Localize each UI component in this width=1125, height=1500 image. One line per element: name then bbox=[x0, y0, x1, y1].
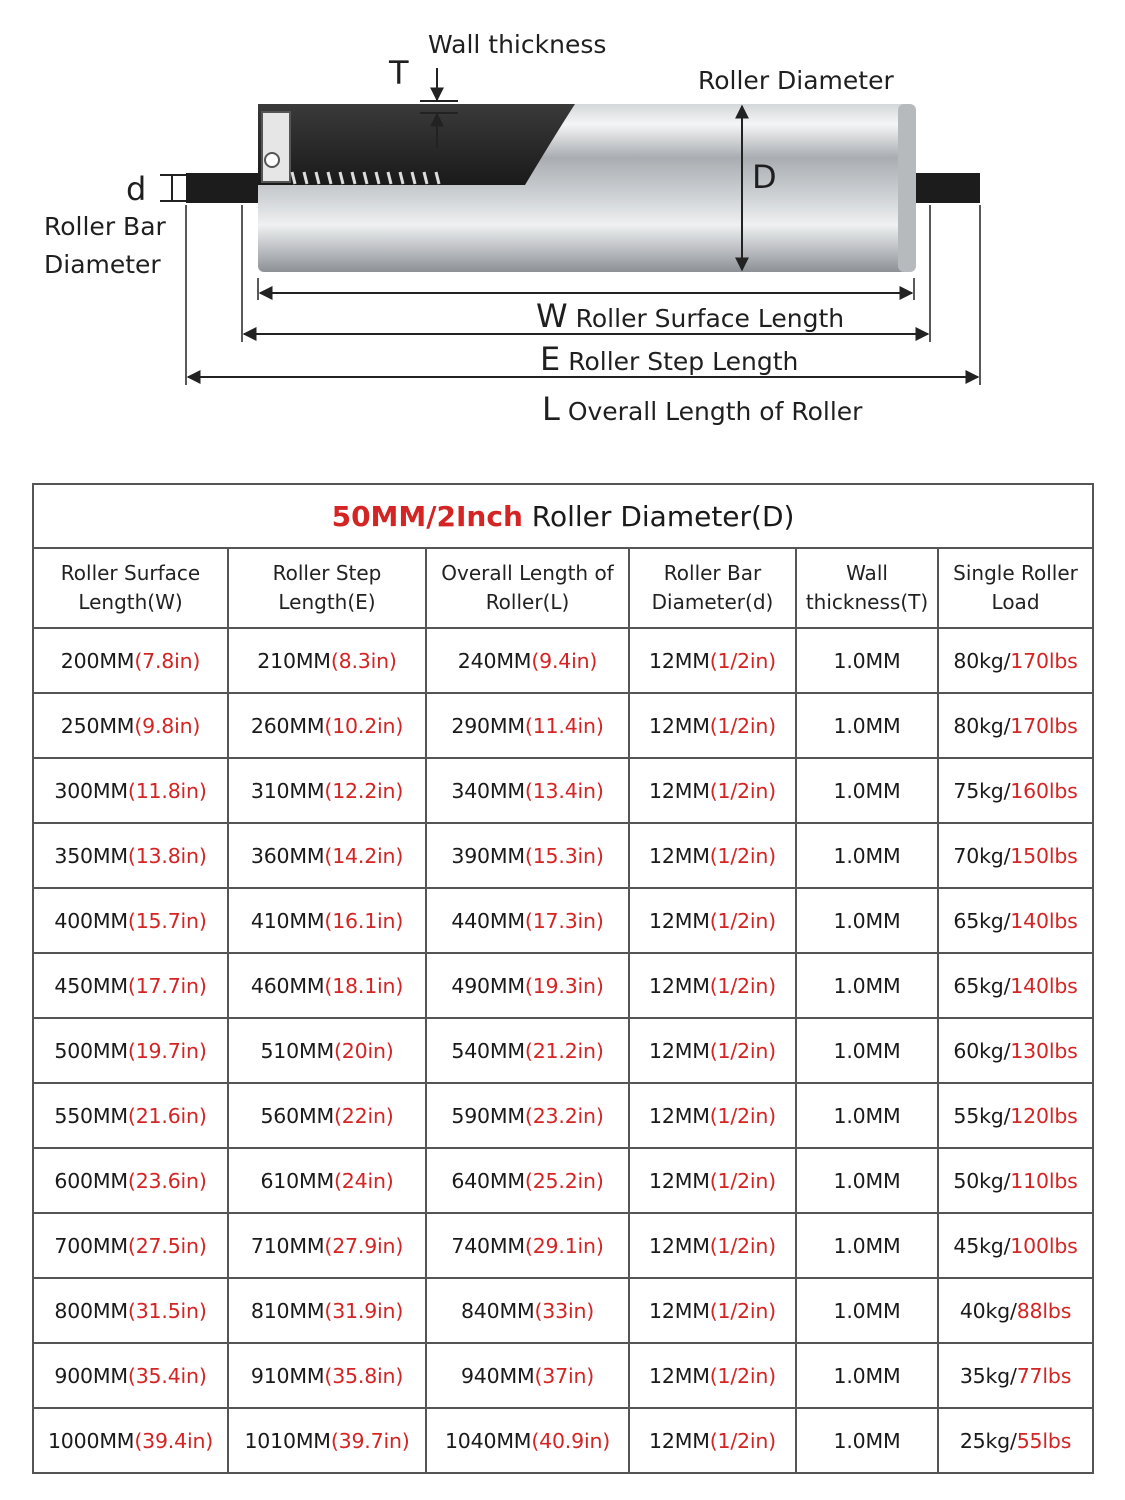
table-row bbox=[33, 1018, 1093, 1083]
cell-imperial-value: (16.1in) bbox=[324, 908, 404, 933]
cell-value: 1.0MM bbox=[833, 1363, 901, 1388]
cell-value: 540MM bbox=[451, 1038, 525, 1063]
cell-roller-load bbox=[938, 628, 1093, 693]
cell-value: 12MM bbox=[649, 1168, 710, 1193]
cell-bar-diameter bbox=[629, 1083, 796, 1148]
cell-value: 590MM bbox=[451, 1103, 525, 1128]
cell-imperial-value: 120lbs bbox=[1010, 1103, 1078, 1128]
cell-imperial-value: (20in) bbox=[333, 1038, 394, 1063]
cell-imperial-value: (37in) bbox=[534, 1363, 595, 1388]
cell-value: 65kg/ bbox=[953, 973, 1011, 998]
cell-roller-load bbox=[938, 1083, 1093, 1148]
cell-step-length bbox=[228, 1018, 426, 1083]
cell-surface-length bbox=[33, 823, 228, 888]
cell-value: 1.0MM bbox=[833, 778, 901, 803]
l-letter: L bbox=[542, 390, 560, 428]
e-letter: E bbox=[540, 340, 561, 378]
cell-value: 12MM bbox=[649, 1428, 710, 1453]
cell-step-length bbox=[228, 888, 426, 953]
cell-bar-diameter bbox=[629, 1343, 796, 1408]
roller-diagram bbox=[0, 0, 1125, 460]
table-row bbox=[33, 888, 1093, 953]
cell-imperial-value: (9.4in) bbox=[531, 648, 598, 673]
cell-value: 1.0MM bbox=[833, 973, 901, 998]
cell-value: 260MM bbox=[250, 713, 325, 738]
cell-imperial-value: (15.7in) bbox=[127, 908, 207, 933]
cell-overall-length bbox=[426, 758, 629, 823]
roller-diameter-label: Roller Diameter bbox=[698, 66, 894, 95]
cell-imperial-value: (22in) bbox=[333, 1103, 394, 1128]
header-line: Roller Bar bbox=[663, 561, 762, 585]
cell-imperial-value: (19.7in) bbox=[127, 1038, 207, 1063]
header-line: Overall Length of bbox=[441, 561, 614, 585]
cell-surface-length bbox=[33, 758, 228, 823]
w-label: Roller Surface Length bbox=[575, 304, 845, 333]
w-letter: W bbox=[536, 297, 568, 335]
cell-overall-length bbox=[426, 1018, 629, 1083]
cell-value: 300MM bbox=[54, 778, 128, 803]
cell-step-length bbox=[228, 1278, 426, 1343]
cell-value: 710MM bbox=[250, 1233, 325, 1258]
table-title bbox=[33, 484, 1093, 548]
header-wall-thickness bbox=[796, 548, 938, 628]
cell-value: 1040MM bbox=[444, 1428, 532, 1453]
cell-imperial-value: (1/2in) bbox=[709, 1103, 776, 1128]
cell-imperial-value: (1/2in) bbox=[709, 778, 776, 803]
cell-bar-diameter bbox=[629, 953, 796, 1018]
cell-value: 50kg/ bbox=[953, 1168, 1011, 1193]
cell-wall-thickness bbox=[796, 1213, 938, 1278]
cell-overall-length bbox=[426, 693, 629, 758]
roller-bar-label-line1: Roller Bar bbox=[44, 212, 166, 241]
table-row bbox=[33, 1213, 1093, 1278]
cell-imperial-value: (23.2in) bbox=[524, 1103, 604, 1128]
cell-value: 1.0MM bbox=[833, 1298, 901, 1323]
cell-step-length bbox=[228, 953, 426, 1018]
table-row bbox=[33, 628, 1093, 693]
cell-imperial-value: (40.9in) bbox=[531, 1428, 611, 1453]
cell-surface-length bbox=[33, 1278, 228, 1343]
cell-surface-length bbox=[33, 1343, 228, 1408]
cell-imperial-value: (35.4in) bbox=[127, 1363, 207, 1388]
cell-value: 80kg/ bbox=[953, 648, 1011, 673]
cell-value: 25kg/ bbox=[959, 1428, 1017, 1453]
cell-imperial-value: (1/2in) bbox=[709, 1168, 776, 1193]
cell-value: 800MM bbox=[54, 1298, 128, 1323]
cell-imperial-value: (1/2in) bbox=[709, 843, 776, 868]
cell-value: 45kg/ bbox=[953, 1233, 1011, 1258]
cell-value: 840MM bbox=[460, 1298, 535, 1323]
cell-value: 240MM bbox=[457, 648, 532, 673]
cell-imperial-value: (21.6in) bbox=[127, 1103, 207, 1128]
cell-value: 940MM bbox=[460, 1363, 535, 1388]
table-row bbox=[33, 758, 1093, 823]
cell-roller-load bbox=[938, 693, 1093, 758]
header-line: Length(E) bbox=[278, 590, 376, 614]
cell-imperial-value: (39.4in) bbox=[134, 1428, 214, 1453]
cell-bar-diameter bbox=[629, 758, 796, 823]
cell-surface-length bbox=[33, 1408, 228, 1473]
cell-step-length bbox=[228, 628, 426, 693]
table-row bbox=[33, 1343, 1093, 1408]
cell-imperial-value: (10.2in) bbox=[324, 713, 404, 738]
cell-imperial-value: (17.7in) bbox=[127, 973, 207, 998]
cell-value: 12MM bbox=[649, 713, 710, 738]
cell-value: 1000MM bbox=[47, 1428, 135, 1453]
cell-surface-length bbox=[33, 693, 228, 758]
table-row bbox=[33, 953, 1093, 1018]
cell-overall-length bbox=[426, 823, 629, 888]
cell-wall-thickness bbox=[796, 1148, 938, 1213]
cell-value: 12MM bbox=[649, 1233, 710, 1258]
cell-value: 460MM bbox=[250, 973, 325, 998]
cell-value: 210MM bbox=[257, 648, 331, 673]
cell-value: 12MM bbox=[649, 778, 710, 803]
cell-value: 12MM bbox=[649, 648, 710, 673]
cell-wall-thickness bbox=[796, 1408, 938, 1473]
cell-imperial-value: (1/2in) bbox=[709, 1428, 776, 1453]
cell-imperial-value: (31.9in) bbox=[324, 1298, 404, 1323]
cell-value: 250MM bbox=[60, 713, 135, 738]
cell-overall-length bbox=[426, 1408, 629, 1473]
cell-roller-load bbox=[938, 1408, 1093, 1473]
cell-imperial-value: (1/2in) bbox=[709, 1298, 776, 1323]
l-label: Overall Length of Roller bbox=[567, 397, 863, 426]
spec-table bbox=[32, 483, 1094, 1474]
cell-wall-thickness bbox=[796, 758, 938, 823]
cell-imperial-value: 140lbs bbox=[1010, 973, 1078, 998]
cell-imperial-value: 160lbs bbox=[1010, 778, 1078, 803]
cell-value: 610MM bbox=[260, 1168, 334, 1193]
cell-imperial-value: (33in) bbox=[534, 1298, 595, 1323]
cell-value: 65kg/ bbox=[953, 908, 1011, 933]
cell-imperial-value: 100lbs bbox=[1010, 1233, 1078, 1258]
cell-wall-thickness bbox=[796, 888, 938, 953]
cell-overall-length bbox=[426, 1083, 629, 1148]
cell-value: 400MM bbox=[54, 908, 128, 933]
cell-value: 80kg/ bbox=[953, 713, 1011, 738]
cell-imperial-value: (9.8in) bbox=[134, 713, 201, 738]
header-line: Length(W) bbox=[78, 590, 183, 614]
cell-value: 1.0MM bbox=[833, 1168, 901, 1193]
cell-imperial-value: (1/2in) bbox=[709, 1038, 776, 1063]
cell-roller-load bbox=[938, 888, 1093, 953]
cell-roller-load bbox=[938, 1148, 1093, 1213]
cell-overall-length bbox=[426, 1148, 629, 1213]
cell-imperial-value: (27.5in) bbox=[127, 1233, 207, 1258]
cell-imperial-value: (19.3in) bbox=[524, 973, 604, 998]
cell-imperial-value: 140lbs bbox=[1010, 908, 1078, 933]
cell-wall-thickness bbox=[796, 1083, 938, 1148]
cell-imperial-value: (15.3in) bbox=[524, 843, 604, 868]
cell-value: 500MM bbox=[54, 1038, 128, 1063]
header-row bbox=[33, 548, 1093, 628]
table-row bbox=[33, 1278, 1093, 1343]
cell-imperial-value: (11.4in) bbox=[524, 713, 604, 738]
cell-imperial-value: (25.2in) bbox=[524, 1168, 604, 1193]
cell-wall-thickness bbox=[796, 1278, 938, 1343]
cell-value: 12MM bbox=[649, 973, 710, 998]
cell-roller-load bbox=[938, 1343, 1093, 1408]
cell-value: 12MM bbox=[649, 843, 710, 868]
cell-bar-diameter bbox=[629, 1018, 796, 1083]
cell-surface-length bbox=[33, 1018, 228, 1083]
cell-value: 390MM bbox=[451, 843, 525, 868]
cell-roller-load bbox=[938, 1018, 1093, 1083]
cell-bar-diameter bbox=[629, 1213, 796, 1278]
table-row bbox=[33, 823, 1093, 888]
roller-bar-label-line2: Diameter bbox=[44, 250, 161, 279]
cell-value: 60kg/ bbox=[953, 1038, 1011, 1063]
cell-surface-length bbox=[33, 953, 228, 1018]
cell-value: 12MM bbox=[649, 1038, 710, 1063]
cell-bar-diameter bbox=[629, 1408, 796, 1473]
cell-imperial-value: (1/2in) bbox=[709, 908, 776, 933]
cell-imperial-value: (14.2in) bbox=[324, 843, 404, 868]
cell-value: 1.0MM bbox=[833, 1233, 901, 1258]
cell-value: 1010MM bbox=[244, 1428, 331, 1453]
t-letter: T bbox=[389, 54, 409, 92]
cell-step-length bbox=[228, 1408, 426, 1473]
cell-value: 450MM bbox=[54, 973, 128, 998]
cell-value: 55kg/ bbox=[953, 1103, 1011, 1128]
cell-imperial-value: 150lbs bbox=[1010, 843, 1078, 868]
table-row bbox=[33, 1148, 1093, 1213]
cell-imperial-value: 130lbs bbox=[1010, 1038, 1078, 1063]
cell-roller-load bbox=[938, 1278, 1093, 1343]
cell-step-length bbox=[228, 1083, 426, 1148]
cell-wall-thickness bbox=[796, 628, 938, 693]
header-line: Roller(L) bbox=[485, 590, 570, 614]
cell-imperial-value: 77lbs bbox=[1016, 1363, 1072, 1388]
e-dimension-label bbox=[540, 340, 798, 378]
cell-value: 290MM bbox=[451, 713, 525, 738]
cell-value: 1.0MM bbox=[833, 1038, 901, 1063]
cell-step-length bbox=[228, 1343, 426, 1408]
cell-imperial-value: (29.1in) bbox=[524, 1233, 604, 1258]
table-title-size: 50MM/2Inch bbox=[331, 499, 523, 533]
cell-imperial-value: (27.9in) bbox=[324, 1233, 404, 1258]
table-row bbox=[33, 1408, 1093, 1473]
cell-value: 70kg/ bbox=[953, 843, 1011, 868]
header-roller-load bbox=[938, 548, 1093, 628]
cell-imperial-value: (13.4in) bbox=[524, 778, 604, 803]
header-bar-diameter bbox=[629, 548, 796, 628]
cell-overall-length bbox=[426, 628, 629, 693]
header-line: Load bbox=[991, 590, 1040, 614]
cell-wall-thickness bbox=[796, 693, 938, 758]
cell-bar-diameter bbox=[629, 888, 796, 953]
cell-imperial-value: (7.8in) bbox=[134, 648, 201, 673]
cell-overall-length bbox=[426, 1278, 629, 1343]
cell-value: 700MM bbox=[54, 1233, 128, 1258]
cell-overall-length bbox=[426, 953, 629, 1018]
cell-imperial-value: 170lbs bbox=[1010, 713, 1078, 738]
cell-value: 1.0MM bbox=[833, 648, 901, 673]
header-line: Diameter(d) bbox=[651, 590, 774, 614]
cell-step-length bbox=[228, 823, 426, 888]
cell-imperial-value: (24in) bbox=[333, 1168, 394, 1193]
cell-value: 740MM bbox=[451, 1233, 525, 1258]
cell-value: 560MM bbox=[260, 1103, 334, 1128]
cell-value: 35kg/ bbox=[959, 1363, 1017, 1388]
cell-roller-load bbox=[938, 758, 1093, 823]
cell-bar-diameter bbox=[629, 628, 796, 693]
cell-imperial-value: (1/2in) bbox=[709, 648, 776, 673]
cell-imperial-value: (31.5in) bbox=[127, 1298, 207, 1323]
d-upper-letter: D bbox=[752, 158, 777, 196]
cell-imperial-value: 88lbs bbox=[1016, 1298, 1072, 1323]
w-dimension-label bbox=[536, 297, 844, 335]
cell-bar-diameter bbox=[629, 1148, 796, 1213]
header-surface-length bbox=[33, 548, 228, 628]
header-line: Wall bbox=[846, 561, 888, 585]
cell-bar-diameter bbox=[629, 823, 796, 888]
cell-step-length bbox=[228, 1148, 426, 1213]
cell-wall-thickness bbox=[796, 1343, 938, 1408]
cell-wall-thickness bbox=[796, 953, 938, 1018]
cell-value: 12MM bbox=[649, 1298, 710, 1323]
header-step-length bbox=[228, 548, 426, 628]
cell-wall-thickness bbox=[796, 823, 938, 888]
cell-surface-length bbox=[33, 1148, 228, 1213]
cell-value: 900MM bbox=[54, 1363, 128, 1388]
cell-surface-length bbox=[33, 1213, 228, 1278]
cell-value: 910MM bbox=[250, 1363, 325, 1388]
cell-imperial-value: (1/2in) bbox=[709, 1363, 776, 1388]
cell-imperial-value: (35.8in) bbox=[324, 1363, 404, 1388]
cell-value: 510MM bbox=[260, 1038, 334, 1063]
cell-imperial-value: (11.8in) bbox=[127, 778, 207, 803]
cell-step-length bbox=[228, 758, 426, 823]
cell-value: 640MM bbox=[451, 1168, 525, 1193]
cell-value: 310MM bbox=[250, 778, 325, 803]
wall-thickness-label: Wall thickness bbox=[428, 30, 607, 59]
l-dimension-label bbox=[542, 390, 862, 428]
cell-value: 550MM bbox=[54, 1103, 128, 1128]
cell-value: 340MM bbox=[451, 778, 525, 803]
cell-value: 1.0MM bbox=[833, 908, 901, 933]
cell-value: 40kg/ bbox=[959, 1298, 1017, 1323]
header-line: Single Roller bbox=[953, 561, 1078, 585]
table-title-text: Roller Diameter(D) bbox=[522, 499, 795, 533]
cell-bar-diameter bbox=[629, 693, 796, 758]
cell-value: 12MM bbox=[649, 1363, 710, 1388]
cell-step-length bbox=[228, 1213, 426, 1278]
cell-bar-diameter bbox=[629, 1278, 796, 1343]
cell-value: 1.0MM bbox=[833, 713, 901, 738]
cell-value: 1.0MM bbox=[833, 1428, 901, 1453]
cell-imperial-value: (39.7in) bbox=[330, 1428, 410, 1453]
cell-value: 350MM bbox=[54, 843, 128, 868]
cell-roller-load bbox=[938, 823, 1093, 888]
cell-imperial-value: (1/2in) bbox=[709, 1233, 776, 1258]
cell-imperial-value: (17.3in) bbox=[524, 908, 604, 933]
cell-imperial-value: 110lbs bbox=[1010, 1168, 1078, 1193]
cell-imperial-value: (23.6in) bbox=[127, 1168, 207, 1193]
cell-roller-load bbox=[938, 953, 1093, 1018]
cell-value: 1.0MM bbox=[833, 843, 901, 868]
cell-value: 12MM bbox=[649, 1103, 710, 1128]
d-lower-letter: d bbox=[126, 170, 147, 208]
cell-overall-length bbox=[426, 1343, 629, 1408]
cell-value: 200MM bbox=[60, 648, 135, 673]
cell-value: 810MM bbox=[250, 1298, 325, 1323]
cell-value: 1.0MM bbox=[833, 1103, 901, 1128]
cell-step-length bbox=[228, 693, 426, 758]
cell-value: 75kg/ bbox=[953, 778, 1011, 803]
header-overall-length bbox=[426, 548, 629, 628]
header-line: Roller Surface bbox=[60, 561, 201, 585]
cell-imperial-value: (13.8in) bbox=[127, 843, 207, 868]
cell-roller-load bbox=[938, 1213, 1093, 1278]
cell-imperial-value: (18.1in) bbox=[324, 973, 404, 998]
table-row bbox=[33, 693, 1093, 758]
cell-imperial-value: 55lbs bbox=[1016, 1428, 1072, 1453]
e-label: Roller Step Length bbox=[568, 347, 799, 376]
cell-wall-thickness bbox=[796, 1018, 938, 1083]
cell-imperial-value: (8.3in) bbox=[330, 648, 397, 673]
cell-imperial-value: (1/2in) bbox=[709, 713, 776, 738]
cell-overall-length bbox=[426, 1213, 629, 1278]
cell-value: 490MM bbox=[451, 973, 525, 998]
header-line: Roller Step bbox=[272, 561, 382, 585]
cell-imperial-value: (21.2in) bbox=[524, 1038, 604, 1063]
header-line: thickness(T) bbox=[805, 590, 929, 614]
cell-overall-length bbox=[426, 888, 629, 953]
cell-surface-length bbox=[33, 1083, 228, 1148]
cell-surface-length bbox=[33, 628, 228, 693]
cell-value: 360MM bbox=[250, 843, 325, 868]
cell-value: 410MM bbox=[250, 908, 325, 933]
cell-value: 440MM bbox=[451, 908, 525, 933]
cell-imperial-value: (1/2in) bbox=[709, 973, 776, 998]
cell-imperial-value: (12.2in) bbox=[324, 778, 404, 803]
cell-imperial-value: 170lbs bbox=[1010, 648, 1078, 673]
table-row bbox=[33, 1083, 1093, 1148]
cell-value: 12MM bbox=[649, 908, 710, 933]
cell-surface-length bbox=[33, 888, 228, 953]
cell-value: 600MM bbox=[54, 1168, 128, 1193]
